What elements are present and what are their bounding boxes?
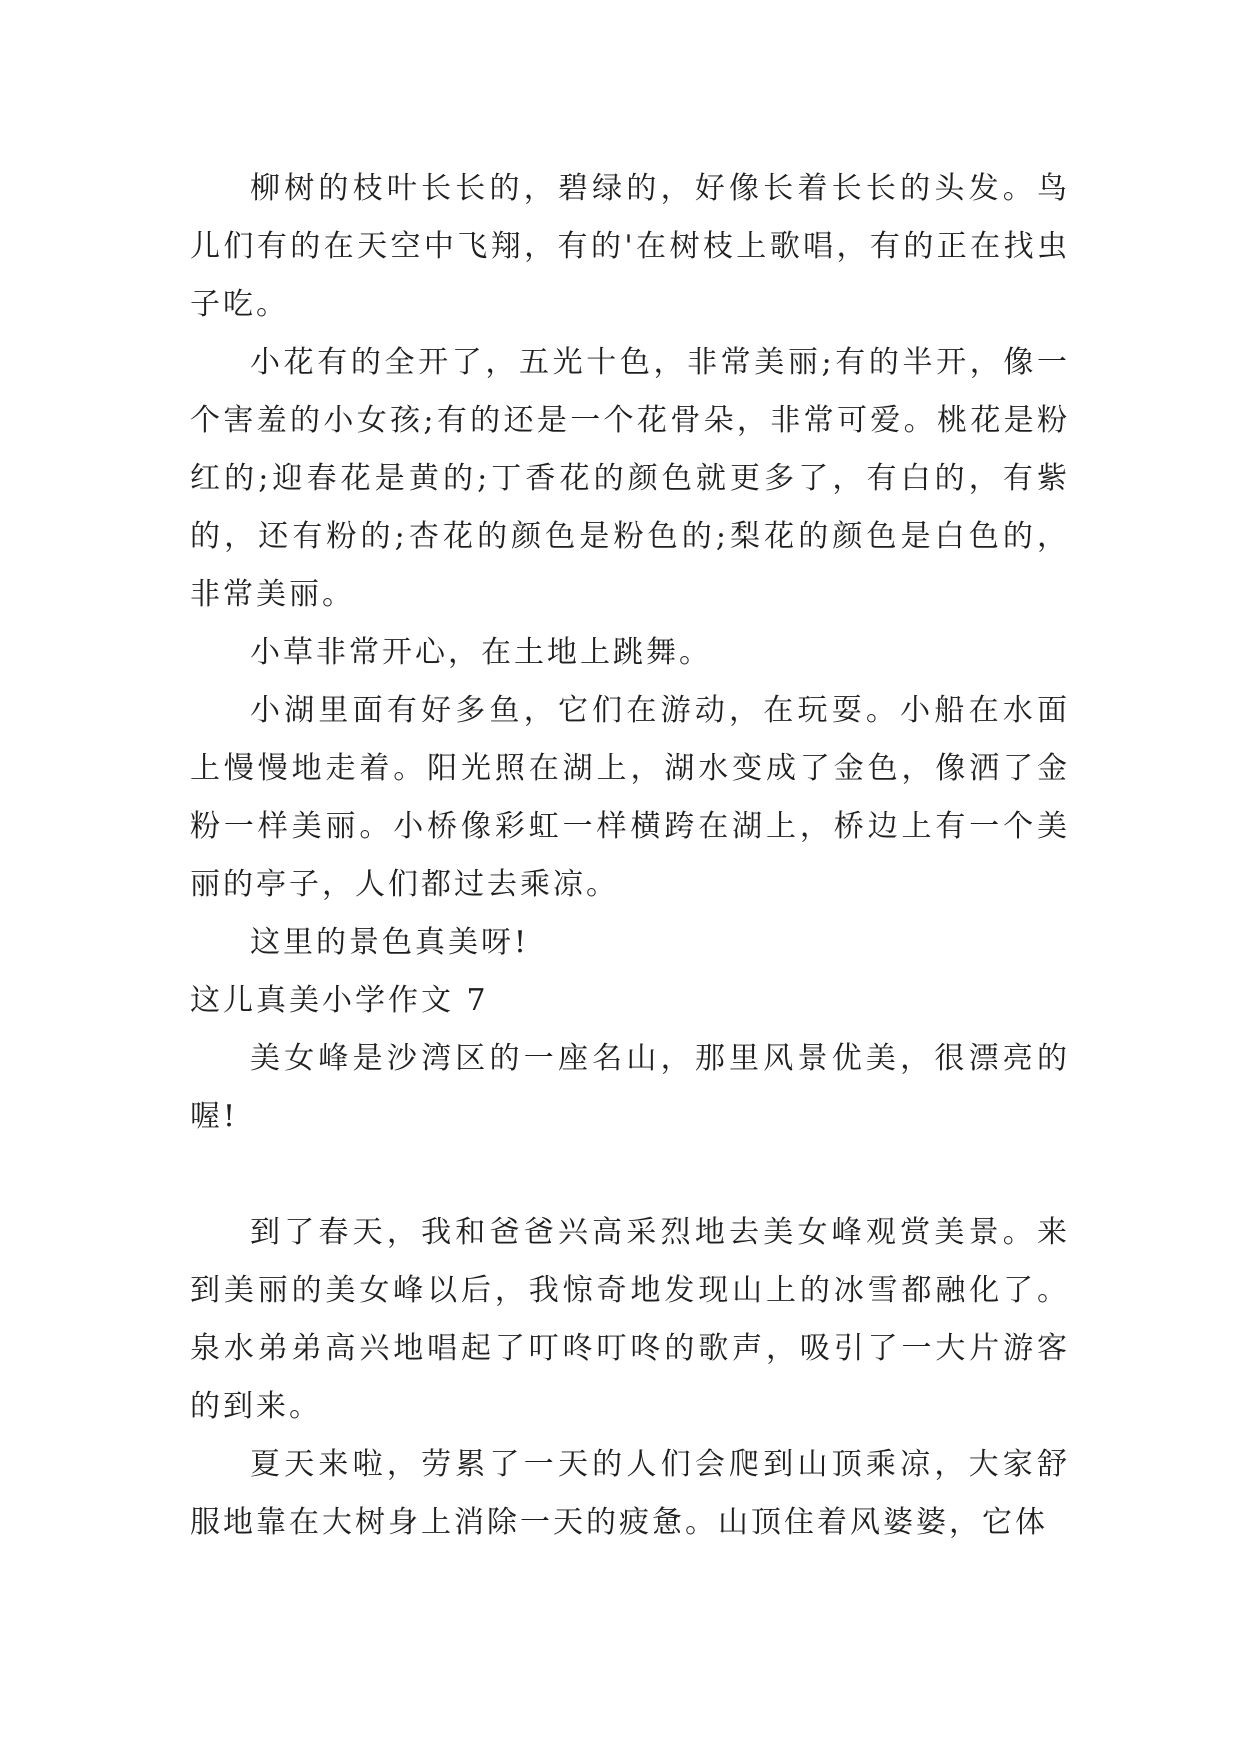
paragraph-spacer bbox=[190, 1146, 1070, 1204]
paragraph-scenery: 这里的景色真美呀! bbox=[250, 925, 530, 960]
paragraph-willow: 柳树的枝叶长长的，碧绿的，好像长着长长的头发。鸟儿们有的在天空中飞翔，有的'在树枝上歌唱，有的正在找虫子吃。 bbox=[190, 171, 1070, 322]
document-body bbox=[190, 160, 1070, 1552]
paragraph-flowers: 小花有的全开了，五光十色，非常美丽;有的半开，像一个害羞的小女孩;有的还是一个花骨朵，非常可爱。桃花是粉红的;迎春花是黄的;丁香花的颜色就更多了，有白的，有紫的，还有粉的;杏花的颜色是粉色的;梨花的颜色是白色的，非常美丽。 bbox=[190, 345, 1070, 612]
paragraph-intro-peak: 美女峰是沙湾区的一座名山，那里风景优美，很漂亮的喔! bbox=[190, 1041, 1070, 1134]
paragraph-grass: 小草非常开心，在土地上跳舞。 bbox=[250, 635, 712, 670]
paragraph-lake: 小湖里面有好多鱼，它们在游动，在玩耍。小船在水面上慢慢地走着。阳光照在湖上，湖水变成了金色，像洒了金粉一样美丽。小桥像彩虹一样横跨在湖上，桥边上有一个美丽的亭子，人们都过去乘凉。 bbox=[190, 693, 1070, 902]
essay-title: 这儿真美小学作文 7 bbox=[190, 983, 489, 1018]
paragraph-spring: 到了春天，我和爸爸兴高采烈地去美女峰观赏美景。来到美丽的美女峰以后，我惊奇地发现山上的冰雪都融化了。泉水弟弟高兴地唱起了叮咚叮咚的歌声，吸引了一大片游客的到来。 bbox=[190, 1215, 1070, 1424]
paragraph-summer: 夏天来啦，劳累了一天的人们会爬到山顶乘凉，大家舒服地靠在大树身上消除一天的疲惫。山顶住着风婆婆，它体 bbox=[190, 1447, 1070, 1540]
